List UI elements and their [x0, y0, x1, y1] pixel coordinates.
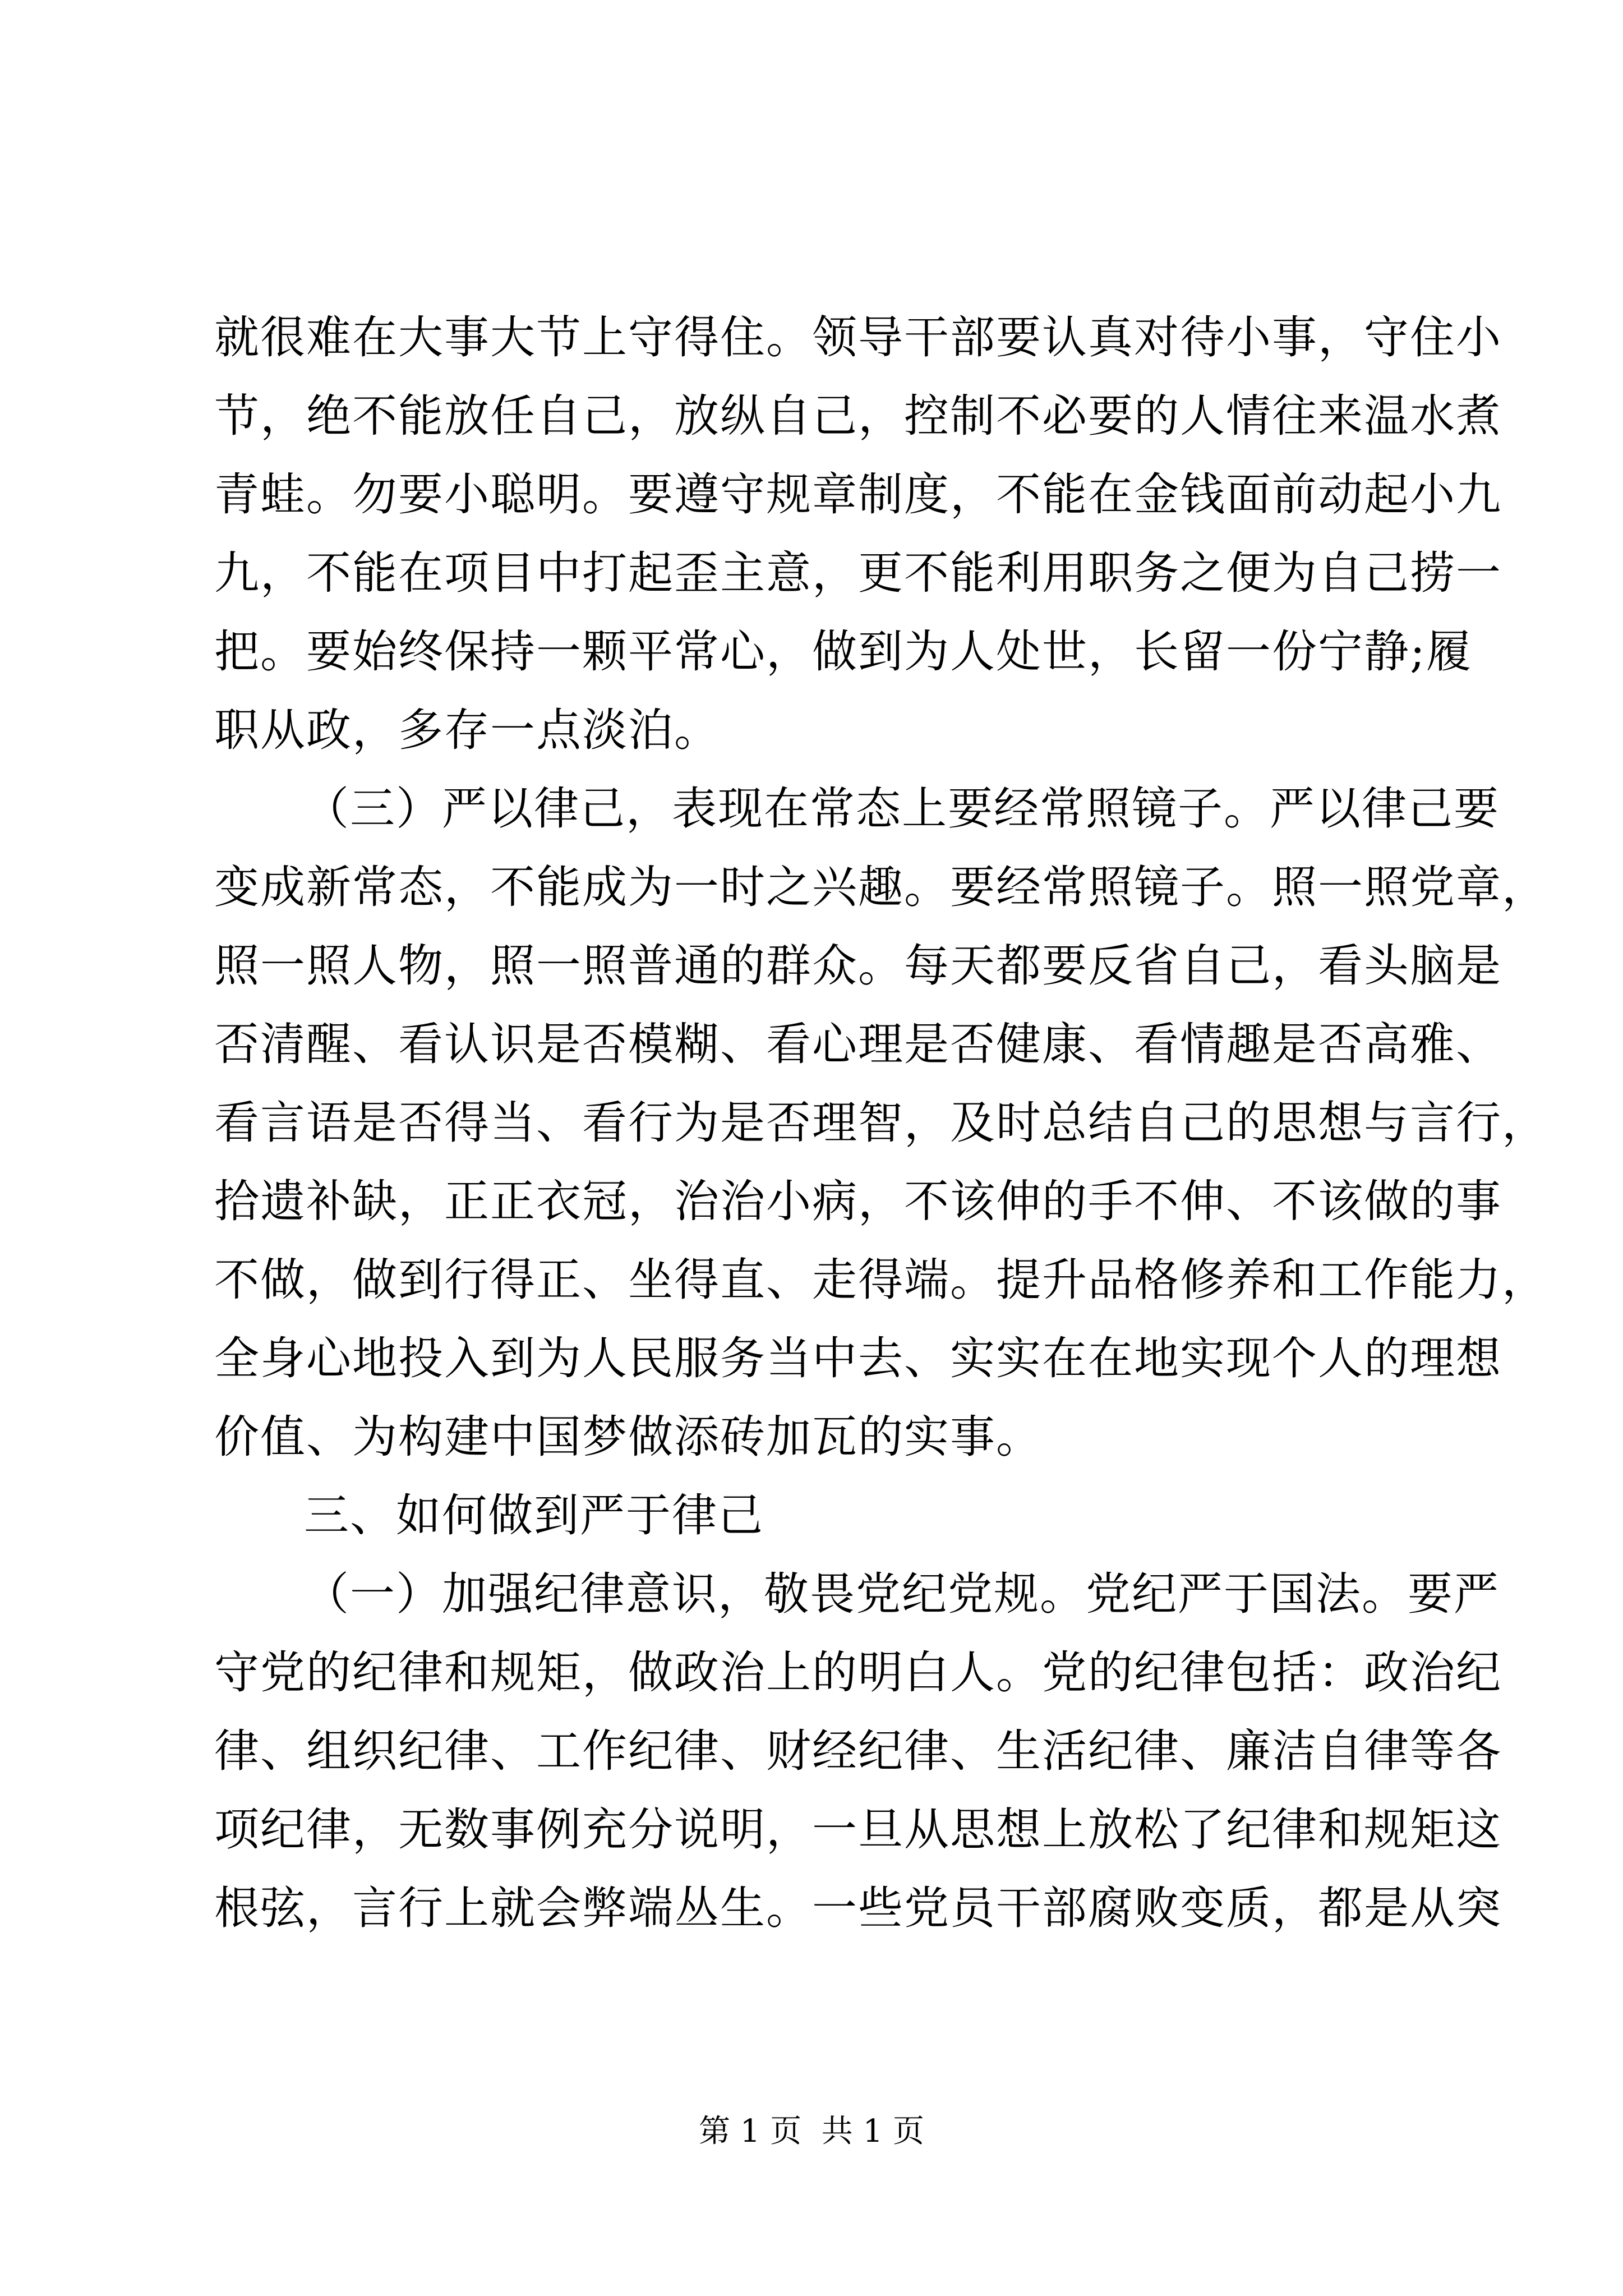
text-line: 看言语是否得当、看行为是否理智，及时总结自己的思想与言行， [214, 1097, 1548, 1149]
section-heading: 三、如何做到严于律己 [304, 1489, 764, 1542]
text-line: 青蛙。勿要小聪明。要遵守规章制度，不能在金钱面前动起小九 [214, 468, 1502, 521]
text-line: 根弦，言行上就会弊端丛生。一些党员干部腐败变质，都是从突 [214, 1882, 1502, 1934]
text-line: 职从政，多存一点淡泊。 [214, 704, 720, 756]
text-line: 拾遗补缺，正正衣冠，治治小病，不该伸的手不伸、不该做的事 [214, 1175, 1502, 1227]
text-line: 节，绝不能放任自己，放纵自己，控制不必要的人情往来温水煮 [214, 390, 1502, 442]
page-footer: 第 1 页 共 1 页 [698, 2113, 925, 2150]
text-line: 照一照人物，照一照普通的群众。每天都要反省自己，看头脑是 [214, 940, 1502, 992]
text-line: 守党的纪律和规矩，做政治上的明白人。党的纪律包括：政治纪 [214, 1646, 1502, 1699]
text-line: 项纪律，无数事例充分说明，一旦从思想上放松了纪律和规矩这 [214, 1803, 1502, 1856]
text-line: 把。要始终保持一颗平常心，做到为人处世，长留一份宁静;履 [214, 625, 1472, 678]
text-line: 否清醒、看认识是否模糊、看心理是否健康、看情趣是否高雅、 [214, 1018, 1502, 1070]
text-line: 九，不能在项目中打起歪主意，更不能利用职务之便为自己捞一 [214, 547, 1502, 599]
paragraph-heading-one: （一）加强纪律意识，敬畏党纪党规。党纪严于国法。要严 [304, 1568, 1500, 1620]
text-line: 不做，做到行得正、坐得直、走得端。提升品格修养和工作能力， [214, 1254, 1548, 1306]
text-line: 全身心地投入到为人民服务当中去、实实在在地实现个人的理想 [214, 1332, 1502, 1384]
text-line: 价值、为构建中国梦做添砖加瓦的实事。 [214, 1411, 1042, 1463]
text-line: 就很难在大事大节上守得住。领导干部要认真对待小事，守住小 [214, 311, 1502, 364]
text-line: 变成新常态，不能成为一时之兴趣。要经常照镜子。照一照党章， [214, 861, 1548, 913]
text-line: 律、组织纪律、工作纪律、财经纪律、生活纪律、廉洁自律等各 [214, 1725, 1502, 1777]
paragraph-heading-three: （三）严以律己，表现在常态上要经常照镜子。严以律己要 [304, 783, 1500, 835]
